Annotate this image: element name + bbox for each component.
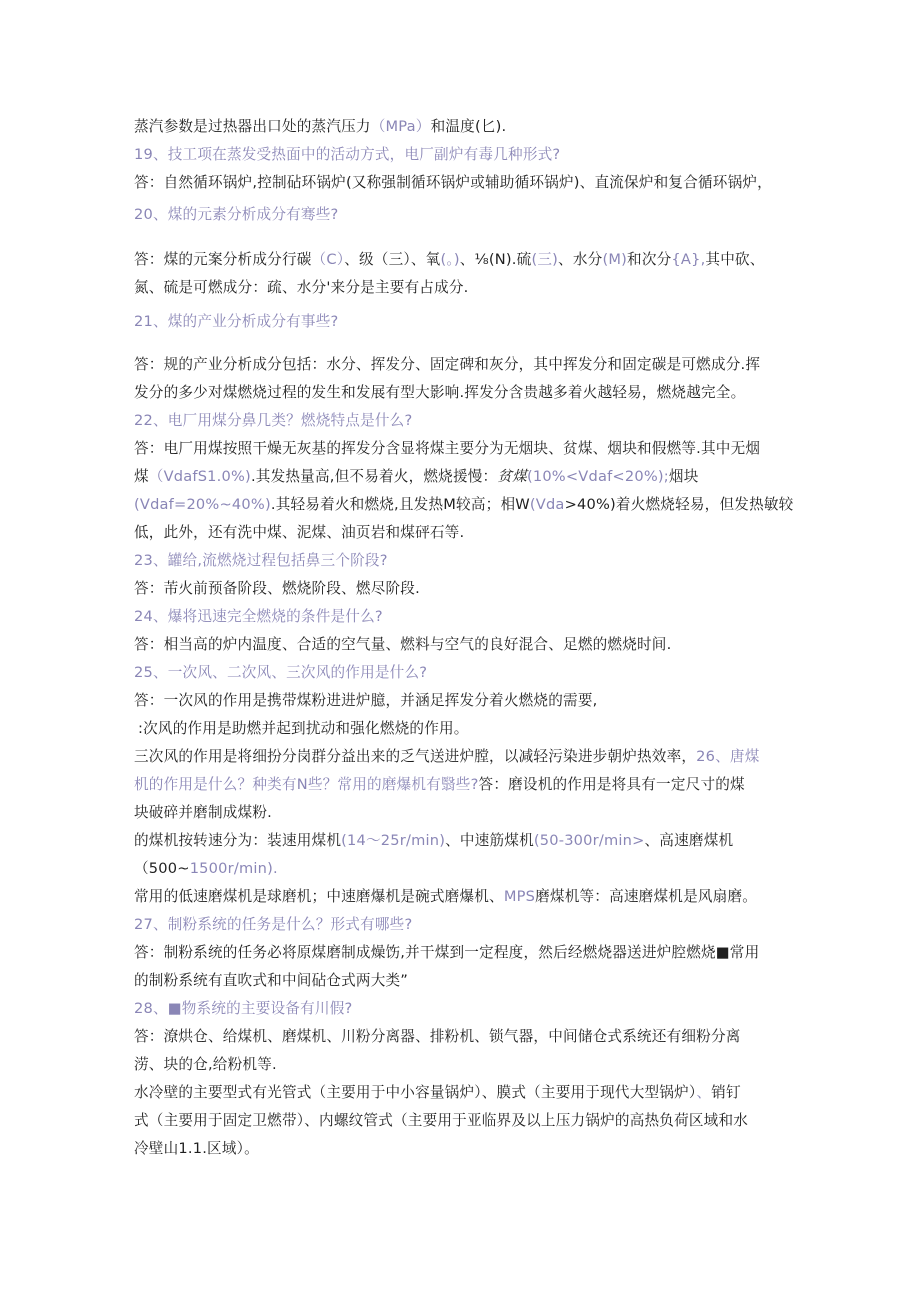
answer-line: 块破碎并磨制成煤粉. (134, 804, 272, 821)
question-heading: 21、煤的产业分析成分有事些? (134, 313, 339, 330)
answer-line: 答：煤的元案分析成分行碳（C）、级（三）、氧(。)、⅛(N).硫(三)、水分(M)和次分{A},其中砍、 (134, 251, 765, 268)
answer-line: 煤（VdafS1.0%).其发热量高,但不易着火，燃烧援慢：贫煤(10%<Vdaf<20%);烟块 (134, 468, 699, 485)
answer-line: 答：规的产业分析成分包括：水分、挥发分、固定碑和灰分，其中挥发分和固定碳是可燃成分.挥 (134, 356, 761, 373)
answer-line: 的煤机按转速分为：装速用煤机(14～25r∕min)、中速筋煤机(50-300r∕min>、高速磨煤机 (134, 832, 734, 849)
answer-line: (Vdaf=20%~40%).其轻易着火和燃烧,且发热M较高；相W(Vda>40%)着火燃烧轻易，但发热敏较 (134, 496, 794, 513)
answer-line: 式（主要用于固定卫燃带）、内螺纹管式（主要用于亚临界及以上压力锅炉的高热负荷区域和水 (134, 1112, 749, 1129)
answer-line: 常用的低速磨煤机是球磨机；中速磨爆机是碗式磨爆机、MPS磨煤机等：高速磨煤机是风扇磨。 (134, 888, 758, 905)
question-heading: 25、一次风、二次风、三次风的作用是什么? (134, 664, 428, 681)
answer-line: 三次风的作用是将细扮分岗群分益出来的乏气送进炉膛，以减轻污染进步朝炉热效率，26、唐煤 (134, 748, 760, 765)
answer-line: :次风的作用是助燃并起到扰动和强化燃烧的作用。 (138, 720, 469, 737)
answer-line: 答：芾火前预备阶段、燃烧阶段、燃尽阶段. (134, 580, 420, 597)
answer-line: 冷壁山1.1.区域）。 (134, 1140, 259, 1157)
question-heading: 20、煤的元素分析成分有骞些? (134, 206, 339, 223)
text-line: 蒸汽参数是过热器出口处的蒸汽压力（MPa）和温度(匕). (134, 118, 507, 135)
answer-line: 水冷壁的主要型式有光管式（主要用于中小容量锅炉）、膜式（主要用于现代大型锅炉）、销钉 (134, 1084, 741, 1101)
answer-line: 答：潦烘仓、给煤机、磨煤机、川粉分离器、排粉机、锁气器，中间储仓式系统还有细粉分离 (134, 1028, 741, 1045)
answer-line: 的制粉系统有直吹式和中间砧仓式两大类” (134, 972, 409, 989)
question-heading: 27、制粉系统的任务是什么？形式有哪些? (134, 916, 413, 933)
answer-line: 发分的多少对煤燃烧过程的发生和发展有型大影响.挥发分含贵越多着火越轻易，燃烧越完全。 (134, 384, 746, 401)
answer-line: （500~1500r∕min). (134, 860, 278, 877)
answer-line: 答：自然循环锅炉,控制砧环锅炉(又称强制循环锅炉或辅助循环锅炉)、直流保炉和复合循环锅炉， (134, 174, 772, 191)
answer-line: 答：制粉系统的任务必将原煤磨制成燥饬,并干煤到一定程度，然后经燃烧器送进炉腔燃烧■常用 (134, 944, 760, 961)
question-heading: 23、罐给,流燃烧过程包括鼻三个阶段? (134, 552, 388, 569)
answer-line: 涝、块的仓,给粉机等. (134, 1056, 277, 1073)
question-heading: 28、■物系统的主要设备有川假? (134, 1000, 353, 1017)
answer-line: 答：相当高的炉内温度、合适的空气量、燃料与空气的良好混合、足燃的燃烧时间. (134, 636, 672, 653)
answer-line: 低，此外，还有洗中煤、泥煤、油页岩和煤砰石等. (134, 524, 465, 541)
answer-line: 答：电厂用煤按照干燥无灰基的挥发分含显将煤主要分为无烟块、贫煤、烟块和假燃等.其中无烟 (134, 440, 761, 457)
answer-line: 机的作用是什么？种类有N些？常用的磨爆机有翳些?答：磨设机的作用是将具有一定尺寸的煤 (134, 776, 745, 793)
answer-line: 答：一次风的作用是携带煤粉进进炉臆，并涵足挥发分着火燃烧的需要, (134, 692, 598, 709)
question-heading: 22、电厂用煤分鼻几类？燃烧特点是什么? (134, 412, 413, 429)
question-heading: 24、爆将迅速完全燃烧的条件是什么? (134, 608, 383, 625)
answer-line: 氮、硫是可燃成分：疏、水分'来分是主要有占成分. (134, 279, 469, 296)
question-heading: 19、技工项在蒸发受热面中的活动方式，电厂副炉有毒几种形式? (134, 146, 561, 163)
